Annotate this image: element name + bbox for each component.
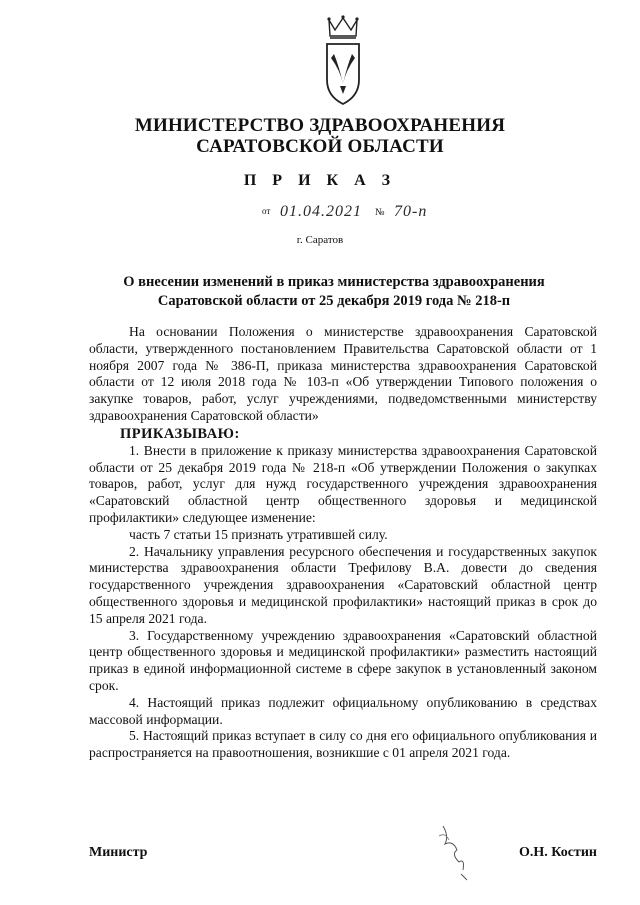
number-label: № xyxy=(375,207,385,218)
saratov-coat-of-arms-icon xyxy=(321,14,365,110)
subject-line-1: О внесении изменений в приказ министерства здравоохранения xyxy=(123,274,545,290)
date-label: от xyxy=(262,206,271,216)
signatory-title: Министр xyxy=(89,845,148,860)
signatory-name: О.Н. Костин xyxy=(519,845,597,860)
item-paragraph: 1. Внести в приложение к приказу министерства здравоохранения Саратовской области от 25 декабря 2019 года № 218-п «Об утверждении Положения о закупках товаров, работ, услуг для нужд государственного учреждения здравоохранения «Саратовский областной центр общественного здоровья и медицинской профилактики» следующее изменение: xyxy=(89,442,597,525)
item-paragraph: 2. Начальнику управления ресурсного обеспечения и государственных закупок министерства здравоохранения области Трефилову В.А. довести до сведения государственного учреждения здравоохранения «Саратовский областной центр общественного здоровья и медицинской профилактики» настоящий приказ в срок до 15 апреля 2021 года. xyxy=(89,543,597,626)
handwritten-date: 01.04.2021 xyxy=(280,203,362,220)
item-paragraph: часть 7 статьи 15 признать утратившей силу. xyxy=(129,526,388,542)
order-date-number-row xyxy=(262,203,502,225)
city-label: г. Саратов xyxy=(296,234,344,246)
item-paragraph: 5. Настоящий приказ вступает в силу со дня его официального опубликования и распространяется на правоотношения, возникшие с 01 апреля 2021 года. xyxy=(89,728,597,761)
order-body xyxy=(89,324,597,762)
item-paragraph: 4. Настоящий приказ подлежит официальному опубликованию в средствах массовой информации. xyxy=(89,694,597,727)
ministry-name-line-2: САРАТОВСКОЙ ОБЛАСТИ xyxy=(196,136,444,157)
order-subject xyxy=(84,273,584,311)
ministry-name-line-1: МИНИСТЕРСТВО ЗДРАВООХРАНЕНИЯ xyxy=(134,115,506,136)
subject-line-2: Саратовской области от 25 декабря 2019 года № 218-п xyxy=(157,293,511,309)
item-paragraph: 3. Государственному учреждению здравоохранения «Саратовский областной центр общественного здоровья и медицинской профилактики» разместить настоящий приказ в единой информационной системе в сфере закупок в установленный законом срок. xyxy=(89,627,597,693)
order-title: П Р И К А З xyxy=(243,172,397,189)
signature-row xyxy=(89,845,597,867)
prikazyvayu-heading: ПРИКАЗЫВАЮ: xyxy=(120,425,240,442)
preamble-paragraph: На основании Положения о министерстве здравоохранения Саратовской области, утвержденного постановлением Правительства Саратовской области от 1 ноября 2007 года № 386-П, приказа министерства здравоохранения Саратовской области от 12 июля 2018 года № 103-п «Об утверждении Типового положения о закупке товаров, работ, услуг учреждениями, подведомственными министерству здравоохранения Саратовской области» xyxy=(89,324,597,423)
handwritten-number: 70-п xyxy=(394,203,428,220)
